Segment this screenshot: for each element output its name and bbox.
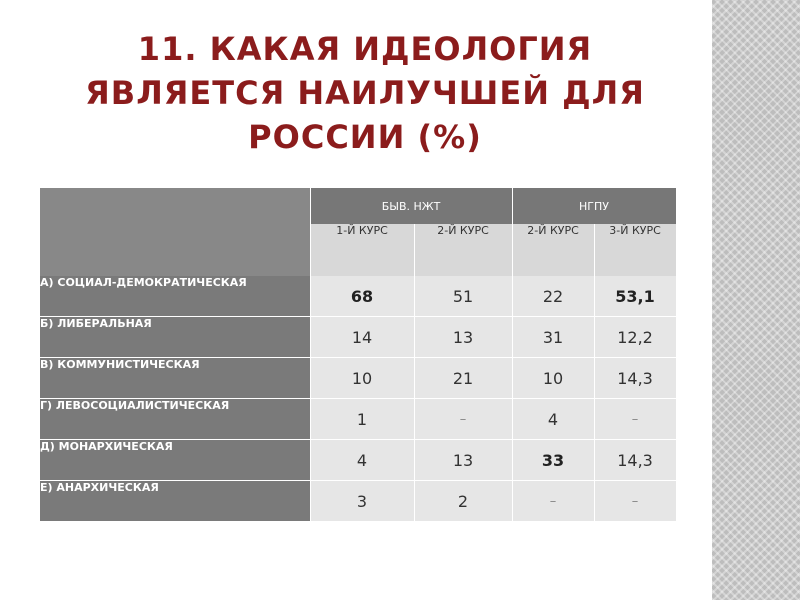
title-line: РОССИИ (%) <box>248 118 482 156</box>
title-line: ЯВЛЯЕТСЯ НАИЛУЧШЕЙ ДЛЯ <box>85 74 645 112</box>
table-cell: 3 <box>310 481 414 522</box>
table-cell: 13 <box>414 317 512 358</box>
table-corner-cell <box>40 188 310 276</box>
table-cell: 14,3 <box>594 440 676 481</box>
table-cell: 1 <box>310 399 414 440</box>
table-cell: – <box>594 399 676 440</box>
column-header: 1-Й КУРС <box>310 224 414 276</box>
row-label: Г) ЛЕВОСОЦИАЛИСТИЧЕСКАЯ <box>40 399 310 440</box>
table-cell: – <box>512 481 594 522</box>
table-row <box>40 317 676 358</box>
table-row <box>40 358 676 399</box>
group-header-nzht: БЫВ. НЖТ <box>310 188 512 224</box>
table-cell: 68 <box>310 276 414 317</box>
table-row <box>40 481 676 522</box>
table-cell: 10 <box>310 358 414 399</box>
table-cell: 4 <box>310 440 414 481</box>
table-cell: 10 <box>512 358 594 399</box>
column-header: 2-Й КУРС <box>414 224 512 276</box>
table-row <box>40 399 676 440</box>
table-cell: – <box>594 481 676 522</box>
table-group-header-row <box>40 188 676 224</box>
table-cell: 21 <box>414 358 512 399</box>
table-cell: 53,1 <box>594 276 676 317</box>
table-cell: 2 <box>414 481 512 522</box>
decorative-side-stripe <box>712 0 800 600</box>
row-label: В) КОММУНИСТИЧЕСКАЯ <box>40 358 310 399</box>
column-header: 2-Й КУРС <box>512 224 594 276</box>
row-label: А) СОЦИАЛ-ДЕМОКРАТИЧЕСКАЯ <box>40 276 310 317</box>
table-cell: 12,2 <box>594 317 676 358</box>
table-cell: 4 <box>512 399 594 440</box>
slide-title <box>20 27 710 159</box>
table-cell: – <box>414 399 512 440</box>
title-line: 11. КАКАЯ ИДЕОЛОГИЯ <box>137 30 593 68</box>
table-cell: 31 <box>512 317 594 358</box>
table-row <box>40 276 676 317</box>
row-label: Б) ЛИБЕРАЛЬНАЯ <box>40 317 310 358</box>
row-label: Д) МОНАРХИЧЕСКАЯ <box>40 440 310 481</box>
column-header: 3-Й КУРС <box>594 224 676 276</box>
table-cell: 22 <box>512 276 594 317</box>
group-header-ngpu: НГПУ <box>512 188 676 224</box>
table-cell: 51 <box>414 276 512 317</box>
table-cell: 14,3 <box>594 358 676 399</box>
survey-table <box>40 188 677 522</box>
row-label: Е) АНАРХИЧЕСКАЯ <box>40 481 310 522</box>
table-cell: 33 <box>512 440 594 481</box>
table-row <box>40 440 676 481</box>
table-cell: 13 <box>414 440 512 481</box>
table-cell: 14 <box>310 317 414 358</box>
